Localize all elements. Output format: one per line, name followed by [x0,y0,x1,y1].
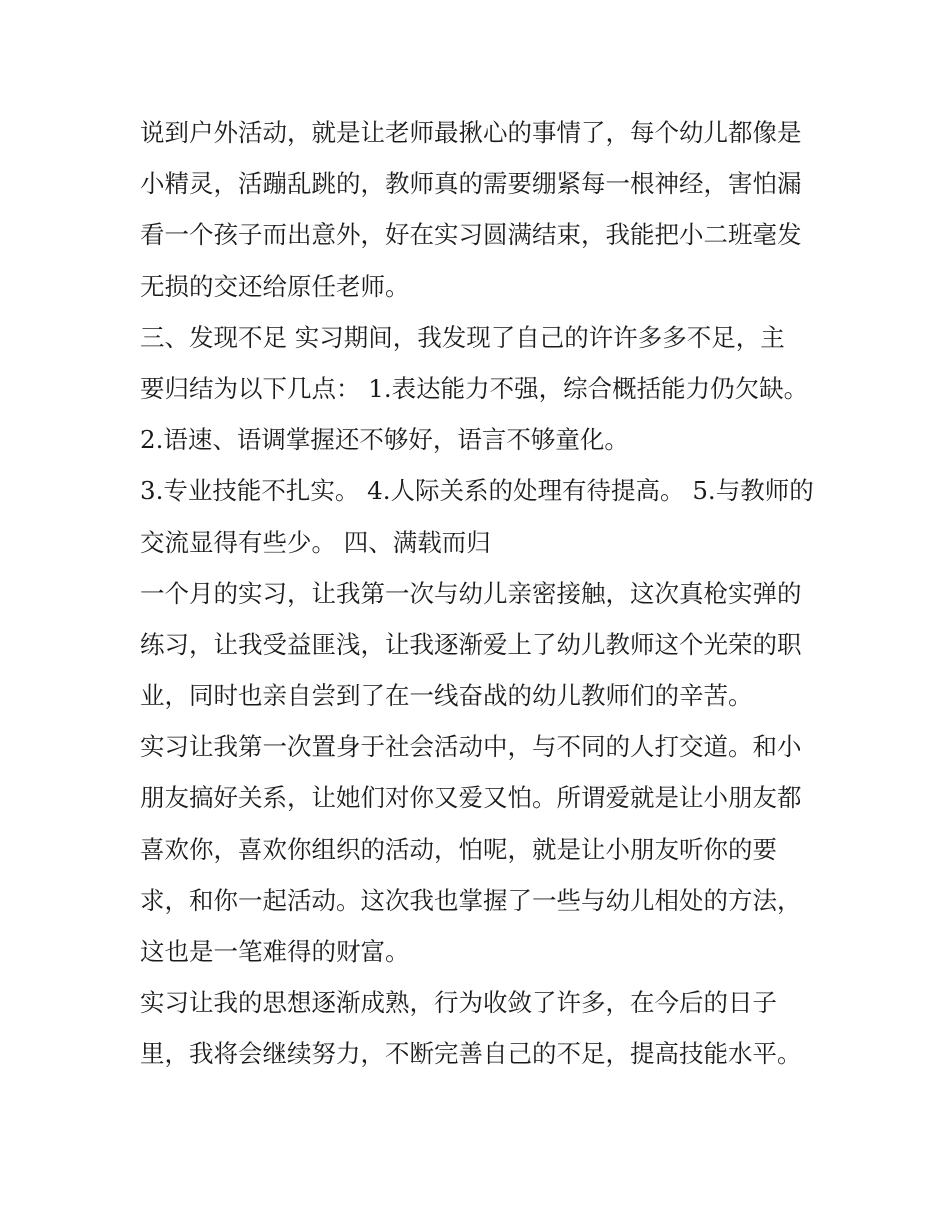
text-line: 三、发现不足 实习期间，我发现了自己的许许多多不足，主 [140,322,785,352]
text-line: 小精灵，活蹦乱跳的，教师真的需要绷紧每一根神经，害怕漏 [140,169,802,199]
text-line: 实习让我的思想逐渐成熟，行为收敛了许多，在今后的日子 [140,988,777,1018]
text-line: 喜欢你，喜欢你组织的活动，怕呢，就是让小朋友听你的要 [140,834,777,864]
text-line: 练习，让我受益匪浅，让我逐渐爱上了幼儿教师这个光荣的职 [140,629,802,659]
text-line: 说到户外活动，就是让老师最揪心的事情了，每个幼儿都像是 [140,118,802,147]
text-line: 无损的交还给原任老师。 [140,271,410,301]
body-text [140,107,820,1080]
text-line: 要归结为以下几点： 1.表达能力不强，综合概括能力仍欠缺。 [140,373,809,403]
text-line: 里，我将会继续努力，不断完善自己的不足，提高技能水平。 [140,1039,802,1069]
text-line: 3.专业技能不扎实。 4.人际关系的处理有待提高。 5.与教师的 [140,476,814,506]
text-line: 一个月的实习，让我第一次与幼儿亲密接触，这次真枪实弹的 [140,578,802,608]
text-line: 看一个孩子而出意外，好在实习圆满结束，我能把小二班毫发 [140,220,802,250]
text-line: 求，和你一起活动。这次我也掌握了一些与幼儿相处的方法， [140,885,802,915]
text-line: 这也是一笔难得的财富。 [140,937,410,966]
text-line: 业，同时也亲自尝到了在一线奋战的幼儿教师们的辛苦。 [140,681,753,711]
text-line: 2.语速、语调掌握还不够好，语言不够童化。 [140,425,629,455]
text-line: 交流显得有些少。 四、满载而归 [140,527,491,557]
text-line: 朋友搞好关系，让她们对你又爱又怕。所谓爱就是让小朋友都 [140,783,802,813]
text-line: 实习让我第一次置身于社会活动中，与不同的人打交道。和小 [140,732,802,762]
